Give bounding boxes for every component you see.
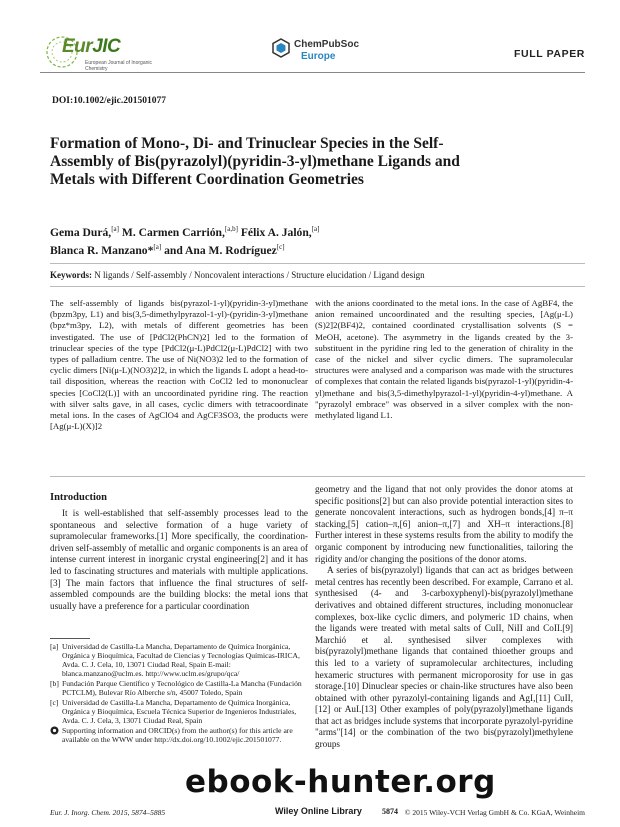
copyright: © 2015 Wiley-VCH Verlag GmbH & Co. KGaA, Weinheim (404, 808, 585, 817)
intro-right-column (315, 484, 573, 751)
affiliation-item (50, 642, 312, 678)
affiliation-tag: [a] (50, 642, 59, 651)
supporting-info-note (50, 726, 312, 744)
watermark: ebook-hunter.org (185, 764, 496, 800)
eurjic-wordmark: EurJIC (62, 36, 121, 57)
europe-text: Europe (301, 51, 336, 62)
divider (50, 476, 585, 477)
divider (50, 263, 585, 264)
paragraph: geometry and the ligand that not only provides the donor atoms at specific positions[2] but can also provide potential interaction sites to generate noncovalent interactions, such as hydrogen bonds,[4] π–π stacking,[5] cation–π,[6] anion–π,[7] and XH–π interactions.[8] Further interest in these systems results from the ability to modify the organic component by introducing new functionalities, tailoring the rigidity and/or changing the positions of the donor atoms. (315, 484, 573, 564)
page-number: 5874 (382, 807, 398, 816)
author-list (50, 222, 450, 259)
eurjic-subtitle: European Journal of Inorganic Chemistry (85, 60, 152, 72)
hexagon-icon (272, 38, 290, 58)
doi: DOI:10.1002/ejic.201501077 (52, 96, 166, 106)
abstract-left-column: The self-assembly of ligands bis(pyrazol-1-yl)(pyridin-3-yl)methane (bpzm3py, L1) and bis(3,5-dimethylpyrazol-1-yl)-(pyridin-3-yl)methane (bpz*m3py, L2), with metals of different geometries has been investigated. The use of [PdCl2(PhCN)2] led to the formation of trinuclear species of the type [PdCl2(μ-L)PdCl2(μ-L)PdCl2] with two types of palladium centre. The use of Ni(NO3)2 led to the formation of cyclic dimers [Ni(μ-L)(NO3)2]2, in which the ligands L adopt a head-to-tail disposition, whereas the reaction with CoCl2 led to mononuclear species [CoCl2(L)] with an uncoordinated pyridine ring. The reaction with silver salts gave, in all cases, cyclic dimers with tetracoordinate metal ions. In the cases of AgClO4 and AgCF3SO3, the products were [Ag(μ-L)(X)]2 (50, 298, 308, 432)
header-divider (40, 72, 585, 73)
affiliations (50, 642, 312, 745)
author-affiliation: [a,b] (224, 225, 238, 233)
journal-citation: Eur. J. Inorg. Chem. 2015, 5874–5885 (50, 808, 166, 817)
paragraph: It is well-established that self-assembly processes lead to the spontaneous and selective formation of a huge variety of supramolecular frameworks.[1] More specifically, the coordination-driven self-assembly of metallic and organic components is an area of intense current interest in inorganic crystal engineering[2] and it has led to fascinating structures and materials with multiple applications.[3] The main factors that influence the final structures of self-assembled compounds are the building blocks: the metal ions that usually have a preference for a particular coordination (50, 508, 308, 611)
supporting-info-text: Supporting information and ORCID(s) from the author(s) for this article are available on the WWW under http://dx.doi.org/10.1002/ejic.201501077. (62, 726, 293, 744)
keywords (50, 270, 585, 280)
keywords-text: N ligands / Self-assembly / Noncovalent interactions / Structure elucidation / Ligand design (92, 270, 425, 280)
intro-left-column (50, 508, 308, 612)
keywords-label: Keywords: (50, 270, 92, 280)
affiliation-text: Universidad de Castilla-La Mancha, Departamento de Química Inorgánica, Orgánica y Bioquímica, Facultad de Ciencias y Tecnologías Químicas-IRICA, Avda. C. J. Cela, 10, 13071 Ciudad Real, Spain E-mail: blanca.manzano@uclm.es. http://www.uclm.es/grupo/qca/ (62, 642, 300, 678)
article-title: Formation of Mono-, Di- and Trinuclear Species in the Self-Assembly of Bis(pyrazolyl)(pyridin-3-yl)methane Ligands and Metals with Different Coordination Geometries (50, 135, 460, 188)
page-footer (50, 806, 585, 818)
author-name: Gema Durá, (50, 225, 112, 239)
author-name: Félix A. Jalón, (240, 225, 312, 239)
supporting-info-icon (50, 726, 59, 735)
affiliation-tag: [c] (50, 698, 59, 707)
affiliation-text: Universidad de Castilla-La Mancha, Departamento de Química Inorgánica, Orgánica y Bioquímica, Escuela Técnica Superior de Ingenieros Industriales, Avda. C. J. Cela, 3, 13071 Ciudad Real, Spain (62, 698, 297, 725)
wiley-online-library-logo: Wiley Online Library (275, 806, 362, 816)
author-affiliation: [a] (311, 225, 320, 233)
author-name: and Ana M. Rodríguez (164, 244, 277, 258)
footnote-divider (50, 638, 90, 639)
abstract-right-column: with the anions coordinated to the metal ions. In the case of AgBF4, the anion remained uncoordinated and the resulting species, [Ag(μ-L)(S)2]2(BF4)2, contained coordinated crystallisation solvents (S = MeOH, acetone). The asymmetry in the ligands created by the 3-substituent in the pyridine ring led to the generation of chirality in the case of the nickel and silver cyclic dimers. The supramolecular structures were analysed and a comparison was made with the structures of complexes that contain the related ligands bis(pyrazol-1-yl)(pyridin-4-yl)methane and bis(3,5-dimethylpyrazol-1-yl)(pyridin-4-yl)methane. A "pyrazolyl embrace" was observed in a silver complex with the non-methylated ligand L1. (315, 298, 573, 421)
author-affiliation: [a] (111, 225, 119, 233)
section-label: FULL PAPER (514, 48, 585, 60)
page-header (40, 28, 585, 78)
divider (50, 286, 585, 287)
author-affiliation: [c] (276, 243, 285, 252)
author-affiliation: [a] (153, 243, 162, 252)
affiliation-text: Fundación Parque Científico y Tecnológico de Castilla-La Mancha (Fundación PCTCLM), Bulevar Río Alberche s/n, 45007 Toledo, Spain (62, 679, 302, 697)
chempubsoc-text: ChemPubSoc (294, 39, 360, 50)
paragraph: A series of bis(pyrazolyl) ligands that can act as bridges between metal centres has recently been described. For example, Carrano et al. synthesised (4- and 3-carboxyphenyl)-bis(pyrazolyl)methane derivatives and obtained different structures, including mononuclear complexes, box-like cyclic dimers, and polymeric 1D chains, when the ligands were treated with metal salts of CuII, NiII and CoII.[9] Marchió et al. synthesised silver complexes with bis(pyrazolyl)methane ligands that contained thioether groups and this led to a variety of supramolecular architectures, including hexameric structures with permanent microporosity for use in gas storage.[10] Dinuclear species or chain-like structures have also been obtained with other pyrazolyl-containing ligands and AgI,[11] CuII,[12] or AuI.[13] Other examples of poly(pyrazolyl)methane ligands that act as bridges include systems that incorporate pyrazolyl-pyridine "arms"[14] or the combination of the two bis(pyrazolyl)methylene groups (315, 565, 573, 750)
affiliation-tag: [b] (50, 679, 59, 688)
author-name: Blanca R. Manzano* (50, 244, 154, 258)
author-name: M. Carmen Carrión, (121, 225, 225, 239)
eurjic-logo (40, 28, 160, 76)
affiliation-item (50, 679, 312, 697)
section-heading: Introduction (50, 492, 107, 503)
affiliation-item (50, 698, 312, 725)
chempubsoc-logo (268, 36, 398, 76)
